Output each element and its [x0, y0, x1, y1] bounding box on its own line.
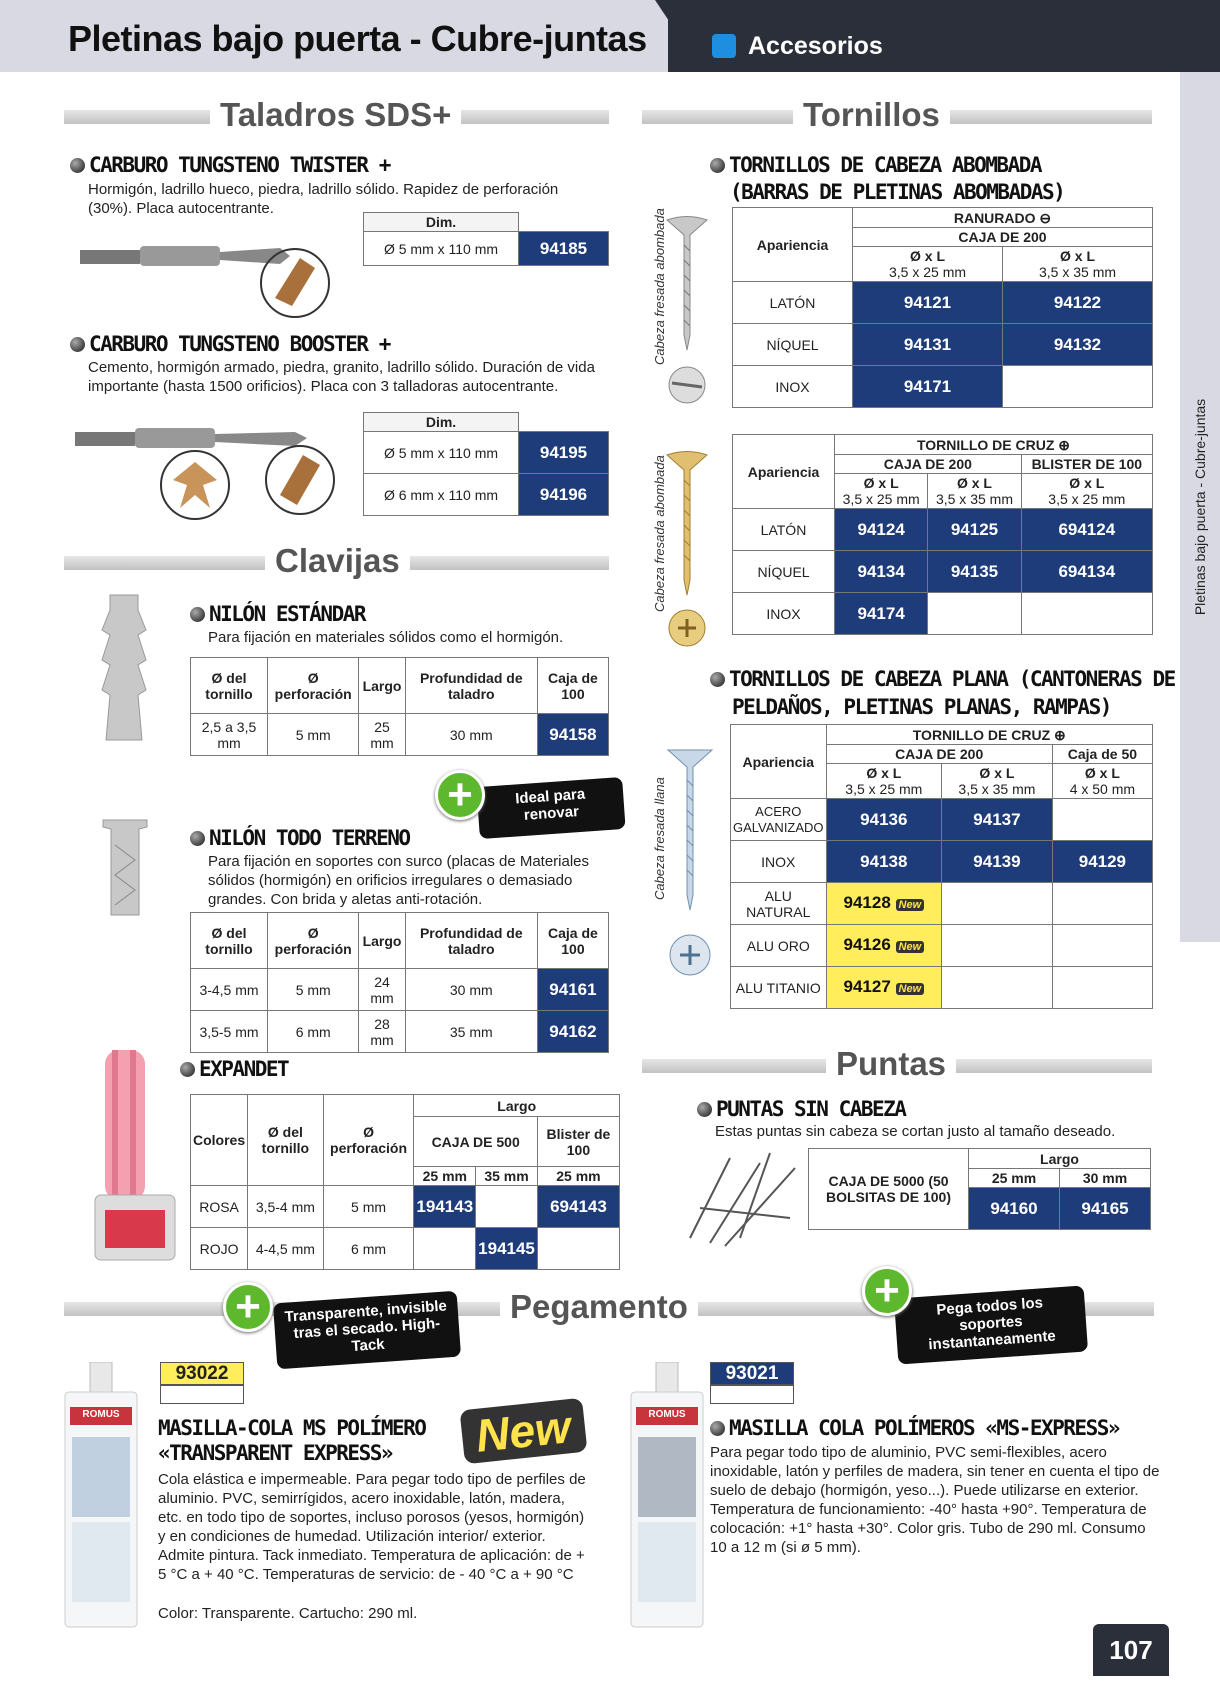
drill-bit-booster-image	[75, 420, 355, 525]
product-desc-masilla1: Cola elástica e impermeable. Para pegar todo tipo de perfiles de aluminio. PVC, semirrígidos, acero inoxidable, latón, madera, etc. en todo tipo de soportes, incluso porosos (yesos, hormigón) y en condiciones de humedad. Utilización interior/ exterior. Admite pintura. Tack inmediato. Temperatura de aplicación: de + 5 °C a + 40 °C. Temperaturas de servicio: de - 40 °C a + 90 °C	[158, 1471, 586, 1583]
product-code: 94139	[942, 841, 1053, 883]
ref-empty-box	[710, 1384, 794, 1404]
col-header: CAJA DE 200	[826, 745, 1052, 764]
badge-renovar: Ideal para renovar	[476, 777, 625, 839]
product-code: 94132	[1003, 324, 1153, 366]
twister-table	[363, 212, 609, 266]
screw-flat-image	[665, 745, 715, 985]
product-code: 94160	[969, 1188, 1060, 1230]
product-code: 94195	[519, 432, 609, 474]
new-badge: New	[896, 941, 925, 953]
product-desc-masilla2: Para pegar todo tipo de aluminio, PVC semi-flexibles, acero inoxidable, latón y perfiles de madera, sin tener en cuenta el tipo de suelo de debajo (hormigón, yeso...). Puede utilizarse en exterior. Temperatura de funcionamiento: -40° hasta +90°. Temperatura de colocación: +1° hasta +30°. Color gris. Tubo de 290 ml. Consumo 10 a 12 m (si ø 5 mm).	[710, 1444, 1160, 1556]
row-label: LATÓN	[733, 509, 835, 551]
product-subtitle-abombada: (BARRAS DE PLETINAS ABOMBADAS)	[730, 180, 1065, 204]
cross-icon: ⊕	[1058, 436, 1071, 453]
bullet-icon	[710, 158, 725, 173]
page-number: 107	[1093, 1624, 1169, 1676]
nails-image	[680, 1148, 805, 1248]
product-code: 94136	[826, 799, 942, 841]
col-header: Ø x L 3,5 x 35 mm	[942, 764, 1053, 799]
product-code: 94171	[853, 366, 1003, 408]
row-label: INOX	[733, 593, 835, 635]
category-label: Accesorios	[748, 32, 883, 60]
expandet-image	[90, 1045, 180, 1270]
booster-table	[363, 412, 609, 516]
cell: 6 mm	[268, 1011, 359, 1053]
product-code-new: 94128 New	[826, 883, 942, 925]
col-header: Ø perforación	[323, 1095, 414, 1186]
brand-logo: ROMUS	[648, 1409, 686, 1420]
col-header: Largo	[414, 1095, 620, 1117]
plus-icon: +	[435, 770, 485, 820]
new-badge: New	[460, 1398, 588, 1465]
product-code: 94134	[835, 551, 928, 593]
side-tab-label: Pletinas bajo puerta - Cubre-juntas	[1192, 398, 1208, 616]
cell: 5 mm	[323, 1186, 414, 1228]
col-header: Caja de 100	[537, 658, 608, 714]
cell	[942, 925, 1053, 967]
cell	[942, 883, 1053, 925]
product-desc-twister: Hormigón, ladrillo hueco, piedra, ladrillo sólido. Rapidez de perforación (30%). Placa autocentrante.	[88, 181, 559, 217]
cell	[1052, 883, 1152, 925]
product-title-masilla2: MASILLA COLA POLÍMEROS «MS-EXPRESS»	[710, 1416, 1119, 1440]
cell: 3,5-4 mm	[248, 1186, 324, 1228]
product-code: 194145	[476, 1228, 538, 1270]
product-title-nylon-std: NILÓN ESTÁNDAR	[190, 602, 365, 626]
category-icon	[712, 34, 736, 58]
product-code: 694134	[1021, 551, 1152, 593]
product-code: 94165	[1060, 1188, 1151, 1230]
row-label: ALU ORO	[731, 925, 827, 967]
page-title: Pletinas bajo puerta - Cubre-juntas	[68, 18, 647, 59]
abombada-table-1	[732, 207, 1153, 408]
cell: 30 mm	[405, 969, 537, 1011]
row-label: ALU TITANIO	[731, 967, 827, 1009]
row-label: ACERO GALVANIZADO	[731, 799, 827, 841]
col-header: Blister de 100	[537, 1117, 619, 1167]
cell	[414, 1228, 476, 1270]
bullet-icon	[70, 158, 85, 173]
nylon-std-table	[190, 657, 609, 756]
product-ref-93021: 93021	[710, 1362, 794, 1386]
col-header: Profundidad de taladro	[405, 658, 537, 714]
product-title-puntas: PUNTAS SIN CABEZA	[697, 1097, 905, 1121]
cell: 6 mm	[323, 1228, 414, 1270]
col-header: 35 mm	[476, 1167, 538, 1186]
cell: 30 mm	[405, 714, 537, 756]
product-code: 94162	[537, 1011, 608, 1053]
bullet-icon	[710, 672, 725, 687]
screw-dome-image	[662, 215, 712, 405]
product-title-expandet: EXPANDET	[180, 1057, 288, 1081]
nylon-plug-image	[90, 590, 160, 750]
product-title-nylon-tt: NILÓN TODO TERRENO	[190, 826, 410, 850]
cartridge-image	[626, 1362, 708, 1632]
cell: 35 mm	[405, 1011, 537, 1053]
row-label: NÍQUEL	[733, 324, 853, 366]
section-title-tornillos: Tornillos	[793, 96, 950, 134]
product-code: 94138	[826, 841, 942, 883]
product-title-twister: CARBURO TUNGSTENO TWISTER +	[70, 153, 390, 177]
col-header: Ø x L 3,5 x 25 mm	[835, 474, 928, 509]
cell: 4-4,5 mm	[248, 1228, 324, 1270]
col-header: Ø perforación	[268, 913, 359, 969]
product-code-new: 94127 New	[826, 967, 942, 1009]
col-header: Ø x L 3,5 x 25 mm	[1021, 474, 1152, 509]
dim-cell: Ø 5 mm x 110 mm	[364, 232, 519, 266]
vertical-label: Cabeza fresada llana	[652, 777, 667, 900]
product-code: 94158	[537, 714, 608, 756]
product-code: 94129	[1052, 841, 1152, 883]
expandet-table	[190, 1094, 620, 1270]
product-code-new: 94126 New	[826, 925, 942, 967]
col-header: Apariencia	[733, 435, 835, 509]
col-header: Caja de 50	[1052, 745, 1152, 764]
vertical-label: Cabeza fresada abombada	[652, 208, 667, 365]
cell: 5 mm	[268, 714, 359, 756]
row-label: NÍQUEL	[733, 551, 835, 593]
row-label: INOX	[733, 366, 853, 408]
col-header: Ø perforación	[268, 658, 359, 714]
product-code: 94131	[853, 324, 1003, 366]
col-header: Apariencia	[731, 725, 827, 799]
product-code: 694143	[537, 1186, 619, 1228]
col-header: Profundidad de taladro	[405, 913, 537, 969]
bullet-icon	[697, 1102, 712, 1117]
col-header: 30 mm	[1060, 1169, 1151, 1188]
product-title-booster: CARBURO TUNGSTENO BOOSTER +	[70, 332, 390, 356]
product-desc-puntas: Estas puntas sin cabeza se cortan justo al tamaño deseado.	[715, 1123, 1116, 1140]
cross-icon: ⊕	[1054, 726, 1066, 743]
cell: 24 mm	[359, 969, 405, 1011]
col-header: 25 mm	[969, 1169, 1060, 1188]
product-title-masilla1: MASILLA-COLA MS POLÍMERO	[158, 1416, 426, 1440]
cell: 25 mm	[359, 714, 405, 756]
product-desc-nylon-tt: Para fijación en soportes con surco (placas de Materiales sólidos (hormigón) en orificios irregulares o demasiado grandes. Con brida y aletas anti-rotación.	[208, 853, 590, 908]
plana-table	[730, 724, 1153, 1009]
plus-icon: +	[223, 1282, 273, 1332]
product-ref-93022: 93022	[160, 1362, 244, 1386]
row-label: LATÓN	[733, 282, 853, 324]
cell	[1003, 366, 1153, 408]
dim-cell: Ø 6 mm x 110 mm	[364, 474, 519, 516]
product-code: 94196	[519, 474, 609, 516]
product-code: 94122	[1003, 282, 1153, 324]
col-header: Largo	[969, 1149, 1151, 1169]
col-header: Ø del tornillo	[248, 1095, 324, 1186]
col-header: Apariencia	[733, 208, 853, 282]
col-header: Ø x L 3,5 x 35 mm	[928, 474, 1021, 509]
col-header: CAJA DE 200	[853, 228, 1153, 247]
product-code: 694124	[1021, 509, 1152, 551]
col-header: Ø del tornillo	[191, 913, 268, 969]
new-badge: New	[896, 899, 925, 911]
puntas-table	[808, 1148, 1151, 1230]
col-header: RANURADO ⊖	[853, 208, 1153, 228]
cell: ROJO	[191, 1228, 248, 1270]
product-desc-booster: Cemento, hormigón armado, piedra, granito, ladrillo sólido. Duración de vida importante (hasta 1500 orificios). Placa con 3 talladoras autocentrante.	[88, 359, 595, 395]
product-code: 94174	[835, 593, 928, 635]
new-badge: New	[896, 983, 925, 995]
product-code: 94124	[835, 509, 928, 551]
section-title-puntas: Puntas	[826, 1045, 956, 1083]
cell: 2,5 a 3,5 mm	[191, 714, 268, 756]
product-title-plana-line2: PELDAÑOS, PLETINAS PLANAS, RAMPAS)	[732, 695, 1111, 719]
product-code: 94125	[928, 509, 1021, 551]
badge-pega: Pega todos los soportes instantaneamente	[894, 1285, 1088, 1364]
col-header: Colores	[191, 1095, 248, 1186]
row-label: ALU NATURAL	[731, 883, 827, 925]
cell: 3-4,5 mm	[191, 969, 268, 1011]
cell	[476, 1186, 538, 1228]
cell	[942, 967, 1053, 1009]
dim-header: Dim.	[364, 213, 519, 232]
product-code: 94185	[519, 232, 609, 266]
drill-bit-image	[80, 228, 340, 318]
section-title-pegamento: Pegamento	[500, 1288, 698, 1326]
col-header: TORNILLO DE CRUZ ⊕	[826, 725, 1152, 745]
col-header: 25 mm	[414, 1167, 476, 1186]
section-title-taladros: Taladros SDS+	[210, 96, 461, 134]
brand-logo: ROMUS	[82, 1409, 120, 1420]
product-code: 94161	[537, 969, 608, 1011]
cell	[537, 1228, 619, 1270]
cell	[1052, 925, 1152, 967]
badge-transparente: Transparente, invisible tras el secado. High-Tack	[273, 1291, 461, 1370]
col-header: BLISTER DE 100	[1021, 455, 1152, 474]
col-header: Ø x L 3,5 x 25 mm	[826, 764, 942, 799]
cartridge-image	[60, 1362, 142, 1632]
product-code: 94135	[928, 551, 1021, 593]
plus-icon: +	[862, 1266, 912, 1316]
col-header: Ø del tornillo	[191, 658, 268, 714]
bullet-icon	[710, 1421, 725, 1436]
col-header: CAJA DE 200	[835, 455, 1022, 474]
section-title-clavijas: Clavijas	[265, 542, 410, 580]
product-code: 94137	[942, 799, 1053, 841]
nylon-plug-tt-image	[95, 815, 155, 925]
col-header: Ø x L 4 x 50 mm	[1052, 764, 1152, 799]
cell: 5 mm	[268, 969, 359, 1011]
screw-brass-image	[662, 450, 712, 650]
col-header: TORNILLO DE CRUZ ⊕	[835, 435, 1153, 455]
dim-cell: Ø 5 mm x 110 mm	[364, 432, 519, 474]
product-title-masilla1-line2: «TRANSPARENT EXPRESS»	[158, 1441, 393, 1465]
ref-empty-box	[160, 1384, 244, 1404]
nylon-tt-table	[190, 912, 609, 1053]
vertical-label: Cabeza fresada abombada	[652, 455, 667, 612]
product-color-masilla1: Color: Transparente. Cartucho: 290 ml.	[158, 1605, 418, 1622]
product-code: 94121	[853, 282, 1003, 324]
product-title-abombada: TORNILLOS DE CABEZA ABOMBADA	[710, 153, 1041, 177]
cell: 3,5-5 mm	[191, 1011, 268, 1053]
slot-icon: ⊖	[1039, 209, 1052, 226]
cell	[1052, 967, 1152, 1009]
dim-header: Dim.	[364, 413, 519, 432]
col-header: CAJA DE 500	[414, 1117, 537, 1167]
cell	[1052, 799, 1152, 841]
abombada-table-2	[732, 434, 1153, 635]
col-header: Largo	[359, 658, 405, 714]
col-header: Ø x L 3,5 x 35 mm	[1003, 247, 1153, 282]
bullet-icon	[180, 1062, 195, 1077]
col-header: Caja de 100	[537, 913, 608, 969]
cell	[928, 593, 1021, 635]
row-label: INOX	[731, 841, 827, 883]
bullet-icon	[70, 337, 85, 352]
cell: 28 mm	[359, 1011, 405, 1053]
row-label: CAJA DE 5000 (50 BOLSITAS DE 100)	[809, 1149, 969, 1230]
col-header: Largo	[359, 913, 405, 969]
product-title-plana: TORNILLOS DE CABEZA PLANA (CANTONERAS DE	[710, 667, 1175, 691]
col-header: 25 mm	[537, 1167, 619, 1186]
cell	[1021, 593, 1152, 635]
cell: ROSA	[191, 1186, 248, 1228]
product-code: 194143	[414, 1186, 476, 1228]
bullet-icon	[190, 607, 205, 622]
col-header: Ø x L 3,5 x 25 mm	[853, 247, 1003, 282]
product-desc-nylon-std: Para fijación en materiales sólidos como el hormigón.	[208, 629, 564, 646]
bullet-icon	[190, 831, 205, 846]
